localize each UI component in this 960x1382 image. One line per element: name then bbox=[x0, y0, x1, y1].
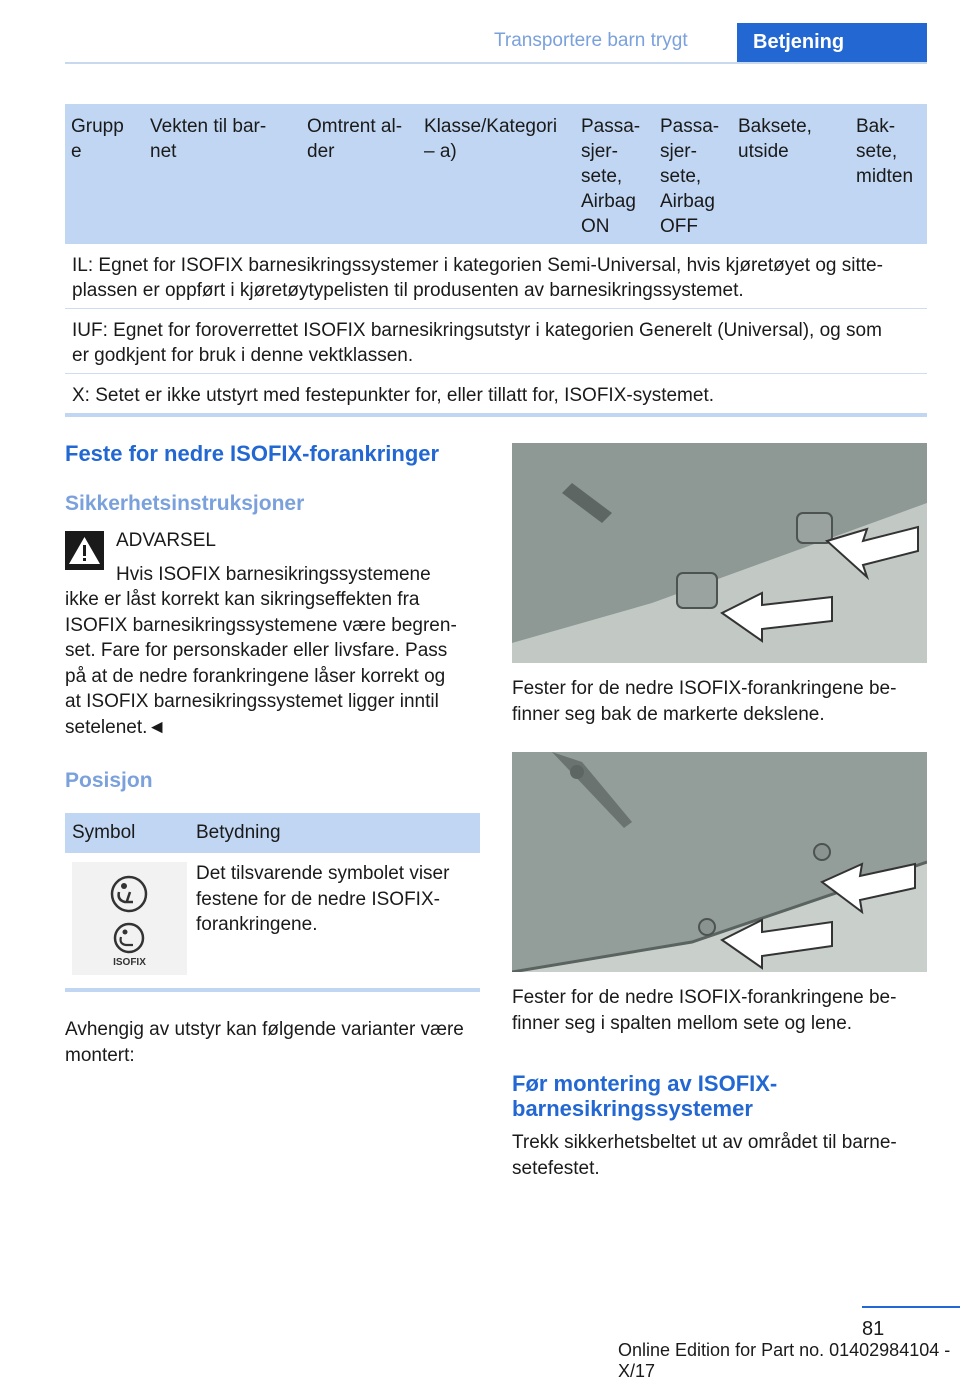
section-heading: Før montering av ISOFIX- barnesikringssystemer bbox=[512, 1071, 778, 1121]
col-header: Bak- sete, midten bbox=[856, 116, 914, 187]
photo-caption: Fester for de nedre ISOFIX-forankringene be- finner seg bak de markerte dekslene. bbox=[512, 678, 897, 725]
section-tab-label: Betjening bbox=[753, 31, 845, 53]
running-chapter-title: Transportere barn trygt bbox=[494, 30, 688, 51]
table-end-rule bbox=[65, 413, 927, 417]
photo-caption: Fester for de nedre ISOFIX-forankringene be- finner seg i spalten mellom sete og lene. bbox=[512, 987, 897, 1034]
table-row: IL: Egnet for ISOFIX barnesikringssystemer i kategorien Semi-Universal, hvis kjøretøyet og sitte- plassen er oppført i kjøretøytypelisten til produsenten av barnesikringssystemet. bbox=[72, 255, 883, 301]
section-tab bbox=[737, 23, 927, 62]
col-header: Baksete, utside bbox=[738, 116, 812, 162]
subsection-heading: Posisjon bbox=[65, 769, 153, 792]
col-header: Betydning bbox=[196, 822, 281, 843]
table-row: IUF: Egnet for foroverrettet ISOFIX barnesikringsutstyr i kategorien Generelt (Universal), og som er godkjent for bruk i denne vektklassen. bbox=[72, 320, 882, 366]
warning-icon bbox=[65, 531, 104, 570]
col-header: Vekten til bar- net bbox=[150, 116, 267, 162]
edition-note: Online Edition for Part no. 01402984104 - X/17 bbox=[618, 1340, 951, 1381]
col-header: Grupp e bbox=[71, 116, 124, 162]
variant-note: Avhengig av utstyr kan følgende varianter være montert: bbox=[65, 1019, 464, 1066]
seat-photo-gap bbox=[512, 752, 927, 972]
row-divider bbox=[65, 373, 927, 374]
col-header: Omtrent al- der bbox=[307, 116, 403, 162]
table-row: X: Setet er ikke utstyrt med festepunkter for, eller tillatt for, ISOFIX-systemet. bbox=[72, 385, 715, 406]
isofix-label: ISOFIX bbox=[113, 957, 146, 968]
col-header: Symbol bbox=[72, 822, 136, 843]
col-header: Klasse/Kategori – a) bbox=[424, 116, 558, 162]
isofix-symbol bbox=[72, 862, 187, 975]
warning-text: ikke er låst korrekt kan sikringseffekten fra ISOFIX barnesikringssystemene være begren- set. Fare for personskader eller livsfare. Pass på at de nedre forankringene låser korrekt og at ISOFIX barnesikringssystemet ligger inntil setelenet.◄ bbox=[65, 589, 457, 738]
warning-title: ADVARSEL bbox=[116, 530, 216, 551]
col-header: Passa- sjer- sete, Airbag ON bbox=[581, 116, 641, 237]
col-header: Passa- sjer- sete, Airbag OFF bbox=[660, 116, 720, 237]
footer-rule bbox=[862, 1306, 960, 1308]
seat-photo-covers bbox=[512, 443, 927, 663]
symbol-table-header bbox=[65, 813, 480, 853]
subsection-heading: Sikkerhetsinstruksjoner bbox=[65, 492, 305, 515]
header-rule bbox=[65, 62, 927, 64]
instruction-text: Trekk sikkerhetsbeltet ut av området til barne- setefestet. bbox=[512, 1132, 897, 1179]
section-heading: Feste for nedre ISOFIX-forankringer bbox=[65, 441, 440, 466]
row-divider bbox=[65, 308, 927, 309]
table-end-rule bbox=[65, 988, 480, 992]
warning-text-first: Hvis ISOFIX barnesikringssystemene bbox=[116, 564, 431, 585]
symbol-meaning: Det tilsvarende symbolet viser festene for de nedre ISOFIX- forankringene. bbox=[196, 863, 450, 935]
page-number: 81 bbox=[862, 1318, 885, 1340]
isofix-table-header bbox=[65, 104, 927, 244]
